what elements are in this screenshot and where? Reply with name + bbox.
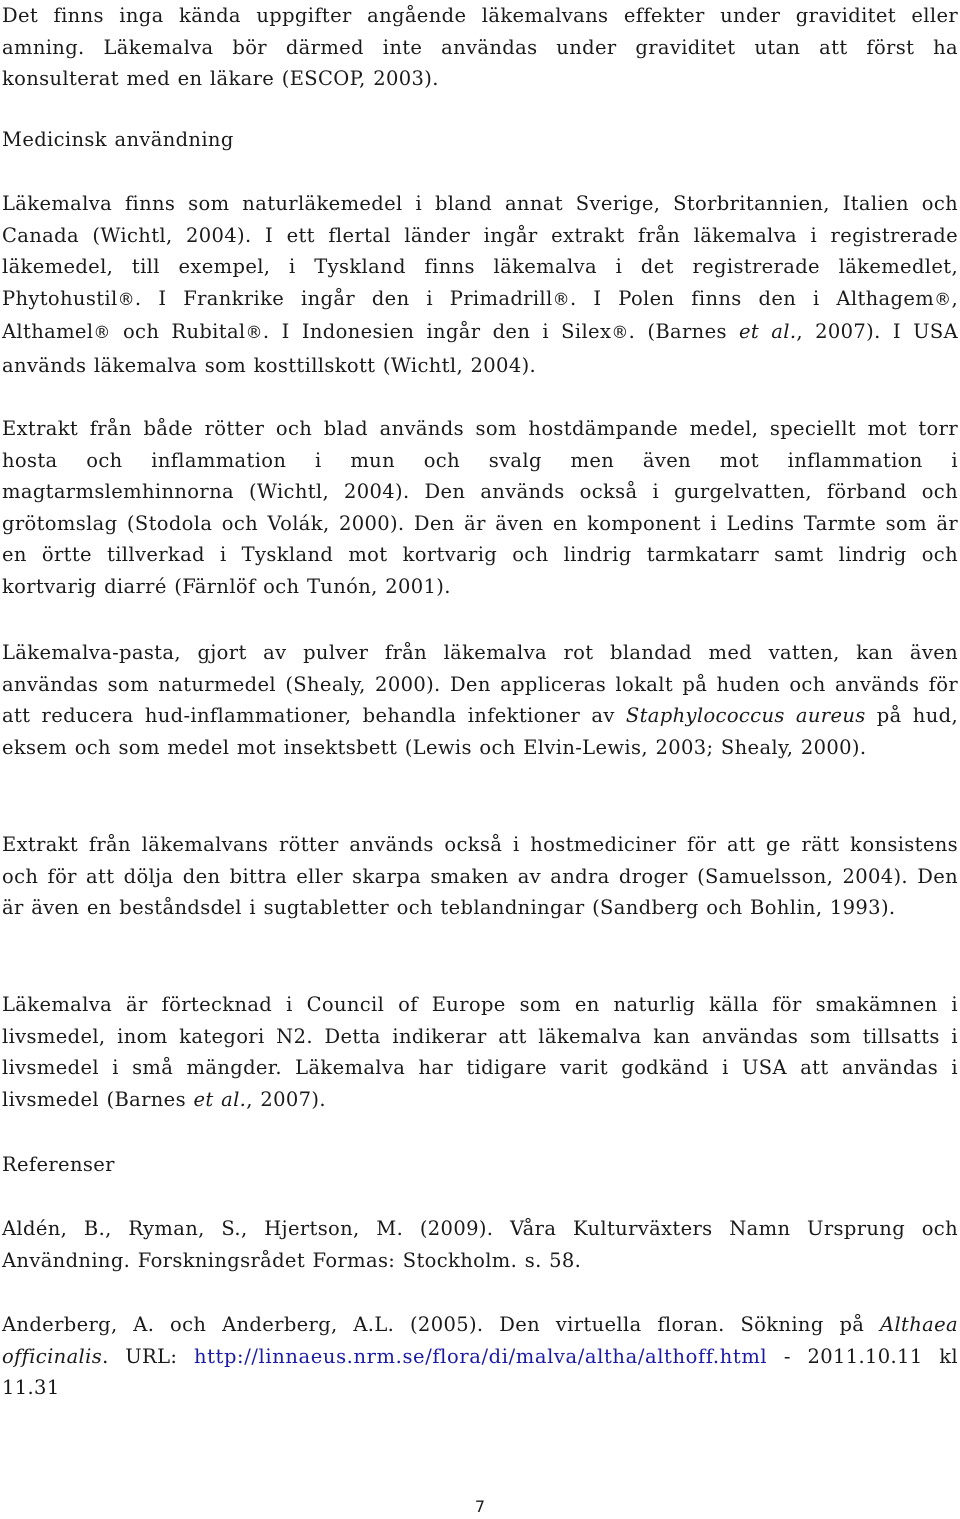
paragraph-cough-extract: Extrakt från både rötter och blad används som hostdämpande medel, speciellt mot torr hosta och inflammation i mun och svalg men även mot inflammation i magtarmslemhinnorna (Wichtl, 2004). Den används också i gurgelvatten, förband och grötomslag (Stodola och Volák, 2000). Den är även en komponent i Ledins Tarmte som är en örtte tillverkad i Tyskland mot kortvarig och lindrig tarmkatarr samt lindrig och kortvarig diarré (Färnlöf och Tunón, 2001). <box>2 417 958 598</box>
page-number: 7 <box>474 1497 486 1516</box>
species-name: Althaea officinalis <box>2 1313 958 1368</box>
et-al: et al. <box>193 1087 247 1111</box>
paragraph-root-extract: Extrakt från läkemalvans rötter används också i hostmediciner för att ge rätt konsistens och för att dölja den bittra eller skarpa smaken av andra droger (Samuelsson, 2004). Den är även en beståndsdel i sugtabletter och teblandningar (Sandberg och Bohlin, 1993). <box>2 833 958 919</box>
reference-url-link[interactable]: http://linnaeus.nrm.se/flora/di/malva/altha/althoff.html <box>193 1344 768 1368</box>
registered-mark: ® <box>117 289 135 310</box>
species-name: Staphylococcus aureus <box>625 704 866 727</box>
paragraph-council-of-europe: Läkemalva är förtecknad i Council of Europe som en naturlig källa för smakämnen i livsmedel, inom kategori N2. Detta indikerar att läkemalva kan användas som tillsatts i livsmedel i små mängder. Läkemalva har tidigare varit godkänd i USA att användas i livsmedel (Barnes et al., 2007). <box>2 993 958 1111</box>
registered-mark: ® <box>552 289 570 310</box>
registered-mark: ® <box>934 289 952 310</box>
paragraph-pregnancy: Det finns inga kända uppgifter angående läkemalvans effekter under graviditet eller amning. Läkemalva bör därmed inte användas under graviditet utan att först ha konsulterat med en läkare (ESCOP, 2003). <box>2 4 958 90</box>
registered-mark: ® <box>93 323 111 343</box>
reference-alden: Aldén, B., Ryman, S., Hjertson, M. (2009). Våra Kulturväxters Namn Ursprung och Användning. Forskningsrådet Formas: Stockholm. s. 58. <box>2 1217 958 1272</box>
paragraph-registered-products: Läkemalva finns som naturläkemedel i bland annat Sverige, Storbritannien, Italien och Canada (Wichtl, 2004). I ett flertal länder ingår extrakt från läkemalva i registrerade läkemedel, till exempel, i Tyskland finns läkemalva i det registrerade läkemedlet, Phytohustil®. I Frankrike ingår den i Primadrill®. I Polen finns den i Althagem®, Althamel® och Rubital®. I Indonesien ingår den i Silex®. (Barnes et al., 2007). I USA används läkemalva som kosttillskott (Wichtl, 2004). <box>2 192 959 377</box>
registered-mark: ® <box>245 323 263 343</box>
et-al: et al. <box>739 320 797 343</box>
heading-references: Referenser <box>2 1153 115 1176</box>
reference-anderberg: Anderberg, A. och Anderberg, A.L. (2005). Den virtuella floran. Sökning på Althaea officinalis. URL: http://linnaeus.nrm.se/flora/di/malva/altha/althoff.html - 2011.10.11 kl 11.31 <box>2 1313 958 1399</box>
paragraph-paste: Läkemalva-pasta, gjort av pulver från läkemalva rot blandad med vatten, kan även användas som naturmedel (Shealy, 2000). Den appliceras lokalt på huden och används för att reducera hud-inflammationer, behandla infektioner av Staphylococcus aureus på hud, eksem och som medel mot insektsbett (Lewis och Elvin-Lewis, 2003; Shealy, 2000). <box>2 641 959 759</box>
heading-medical-use: Medicinsk användning <box>2 128 234 151</box>
registered-mark: ® <box>611 323 629 343</box>
